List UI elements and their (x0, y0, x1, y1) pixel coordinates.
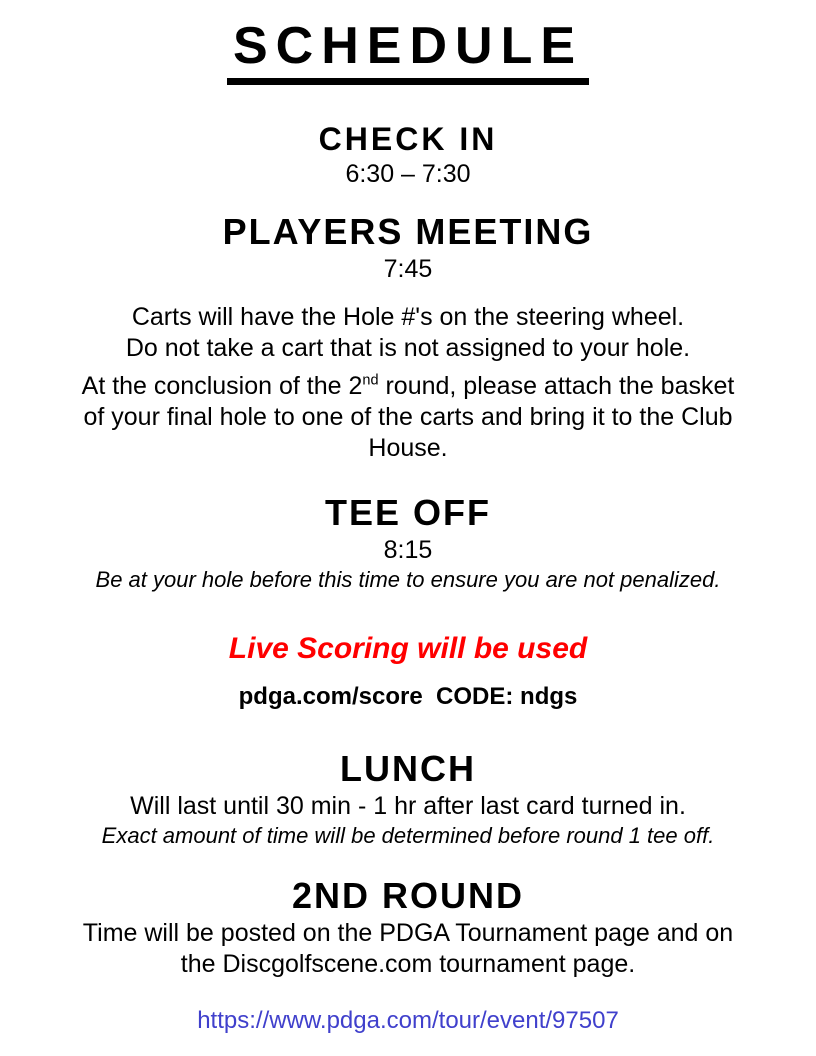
section-tee-off (20, 491, 796, 593)
cart-note-line-3-prefix: At the conclusion of the 2 (81, 372, 363, 401)
section-check-in (20, 119, 796, 190)
cart-note-line-5: House. (368, 434, 448, 463)
players-meeting-time: 7:45 (383, 255, 433, 284)
check-in-time: 6:30 – 7:30 (345, 160, 471, 189)
second-round-line-1: Time will be posted on the PDGA Tournament page and on (82, 919, 734, 948)
lunch-note: Exact amount of time will be determined before round 1 tee off. (101, 823, 715, 849)
players-meeting-heading: PLAYERS MEETING (222, 211, 594, 253)
cart-note-line-1: Carts will have the Hole #'s on the steering wheel. (131, 303, 685, 332)
cart-note-line-4: of your final hole to one of the carts and bring it to the Club (83, 403, 733, 432)
tee-off-heading: TEE OFF (325, 492, 491, 534)
section-cart-notes (20, 302, 796, 464)
second-round-heading: 2ND ROUND (291, 875, 524, 917)
section-lunch (20, 747, 796, 849)
page-title: SCHEDULE (227, 18, 589, 85)
section-live-scoring (20, 630, 796, 712)
cart-note-line-2: Do not take a cart that is not assigned to your hole. (125, 334, 691, 363)
section-second-round (20, 874, 796, 980)
section-players-meeting (20, 210, 796, 285)
cart-note-paragraph-2 (20, 371, 796, 464)
lunch-line-1: Will last until 30 min - 1 hr after last card turned in. (130, 792, 686, 821)
second-round-line-2: the Discgolfscene.com tournament page. (180, 950, 636, 979)
section-event-link (20, 1006, 796, 1036)
pdga-event-link[interactable]: https://www.pdga.com/tour/event/97507 (197, 1007, 619, 1035)
tee-off-time: 8:15 (383, 536, 433, 565)
ordinal-superscript: nd (362, 372, 379, 389)
cart-note-line-3 (20, 371, 796, 402)
live-scoring-details: pdga.com/score CODE: ndgs (238, 683, 578, 711)
cart-note-line-3-suffix: round, please attach the basket (378, 372, 735, 401)
check-in-heading: CHECK IN (318, 121, 498, 158)
tee-off-note: Be at your hole before this time to ensure you are not penalized. (95, 567, 721, 593)
page-title-wrap (20, 18, 796, 85)
live-scoring-headline: Live Scoring will be used (228, 632, 588, 666)
lunch-heading: LUNCH (340, 748, 476, 790)
